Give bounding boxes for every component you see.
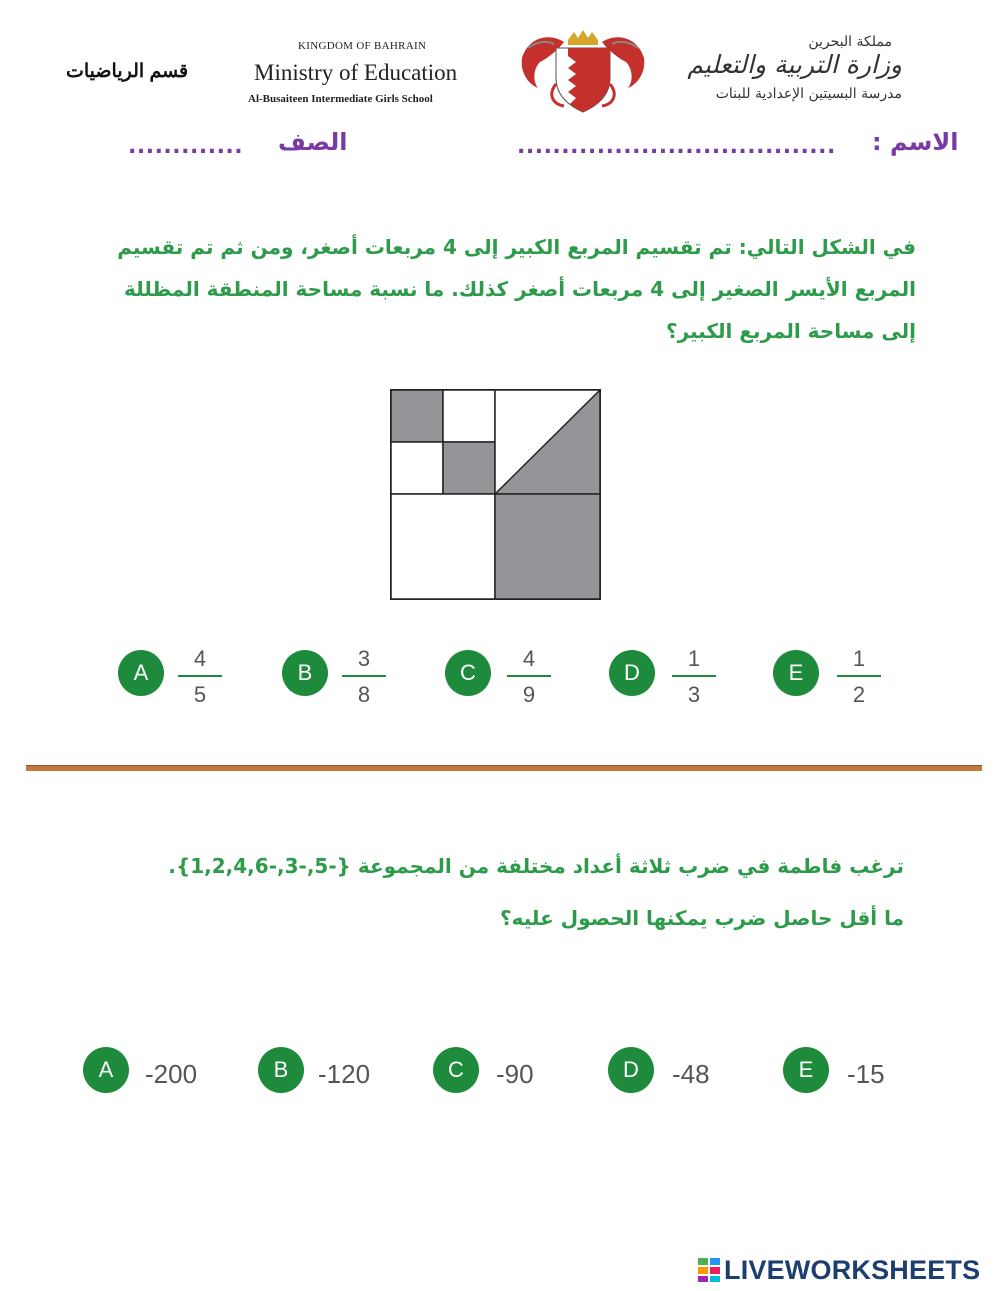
q2-option-b-value: -120 xyxy=(318,1059,371,1089)
fraction-bar xyxy=(672,675,716,677)
q1-option-e-button[interactable]: E xyxy=(773,650,819,696)
ministry-ar: وزارة التربية والتعليم xyxy=(687,50,902,79)
liveworksheets-mark-icon xyxy=(698,1258,720,1282)
q2-option-b-button[interactable]: B xyxy=(258,1047,304,1093)
denominator: 2 xyxy=(852,682,866,707)
school-ar: مدرسة البسيتين الإعدادية للبنات xyxy=(715,86,902,102)
department-title: قسم الرياضيات xyxy=(66,61,189,82)
small-square-bottom-left xyxy=(391,442,443,494)
question-2-line-1: ترغب فاطمة في ضرب ثلاثة أعداد مختلفة من المجموعة {-5,-3,-1,2,4,6}. xyxy=(168,854,904,878)
bottom-left-square xyxy=(391,494,495,599)
q1-option-d-button[interactable]: D xyxy=(609,650,655,696)
class-label: الصف xyxy=(278,128,348,156)
denominator: 8 xyxy=(357,682,371,707)
q1-option-b-fraction xyxy=(342,646,386,708)
fraction-bar xyxy=(178,675,222,677)
small-square-top-right xyxy=(443,390,495,442)
denominator: 9 xyxy=(522,682,536,707)
shaded-small-square-top-left xyxy=(391,390,443,442)
numerator: 4 xyxy=(193,646,207,671)
shaded-small-square-bottom-right xyxy=(443,442,495,494)
liveworksheets-brand: LIVEWORKSHEETS xyxy=(724,1254,981,1285)
fraction-bar xyxy=(342,675,386,677)
numerator: 1 xyxy=(687,646,701,671)
bahrain-emblem-icon xyxy=(518,28,648,114)
q2-option-a-button[interactable]: A xyxy=(83,1047,129,1093)
denominator: 5 xyxy=(193,682,207,707)
q2-option-c-button[interactable]: C xyxy=(433,1047,479,1093)
q1-option-a-fraction xyxy=(178,646,222,708)
question-1-line-2: المربع الأيسر الصغير إلى 4 مربعات أصغر كذلك. ما نسبة مساحة المنطقة المظللة xyxy=(123,277,916,301)
numerator: 1 xyxy=(852,646,866,671)
school-en: Al-Busaiteen Intermediate Girls School xyxy=(248,93,433,105)
question-1-line-1: في الشكل التالي: تم تقسيم المربع الكبير إلى 4 مربعات أصغر، ومن ثم تم تقسيم xyxy=(117,235,916,259)
question-2-line-2: ما أقل حاصل ضرب يمكنها الحصول عليه؟ xyxy=(500,906,904,930)
numerator: 4 xyxy=(522,646,536,671)
name-field[interactable]: .................................... xyxy=(517,134,836,159)
section-divider xyxy=(26,765,982,771)
q1-option-c-fraction xyxy=(507,646,551,708)
numerator: 3 xyxy=(357,646,371,671)
fraction-bar xyxy=(837,675,881,677)
q1-option-d-fraction xyxy=(672,646,716,708)
liveworksheets-logo[interactable] xyxy=(698,1254,980,1286)
question-1-text xyxy=(80,226,916,352)
q2-option-d-button[interactable]: D xyxy=(608,1047,654,1093)
q1-option-c-button[interactable]: C xyxy=(445,650,491,696)
q1-option-e-fraction xyxy=(837,646,881,708)
q1-option-a-button[interactable]: A xyxy=(118,650,164,696)
q2-option-c-value: -90 xyxy=(496,1059,534,1089)
q2-option-e-value: -15 xyxy=(847,1059,885,1089)
name-label: الاسم : xyxy=(872,128,959,156)
kingdom-ar: مملكة البحرين xyxy=(808,34,892,50)
question-1-line-3: إلى مساحة المربع الكبير؟ xyxy=(665,319,916,343)
q2-option-a-value: -200 xyxy=(145,1059,198,1089)
denominator: 3 xyxy=(687,682,701,707)
q2-option-e-button[interactable]: E xyxy=(783,1047,829,1093)
ministry-en: Ministry of Education xyxy=(254,60,458,85)
question-2-text xyxy=(80,840,904,944)
fraction-bar xyxy=(507,675,551,677)
q1-option-b-button[interactable]: B xyxy=(282,650,328,696)
kingdom-en: KINGDOM OF BAHRAIN xyxy=(298,40,427,52)
shaded-square-figure xyxy=(390,389,601,600)
shaded-bottom-right-square xyxy=(495,494,600,599)
q2-option-d-value: -48 xyxy=(672,1059,710,1089)
class-field[interactable]: ............. xyxy=(128,134,244,159)
